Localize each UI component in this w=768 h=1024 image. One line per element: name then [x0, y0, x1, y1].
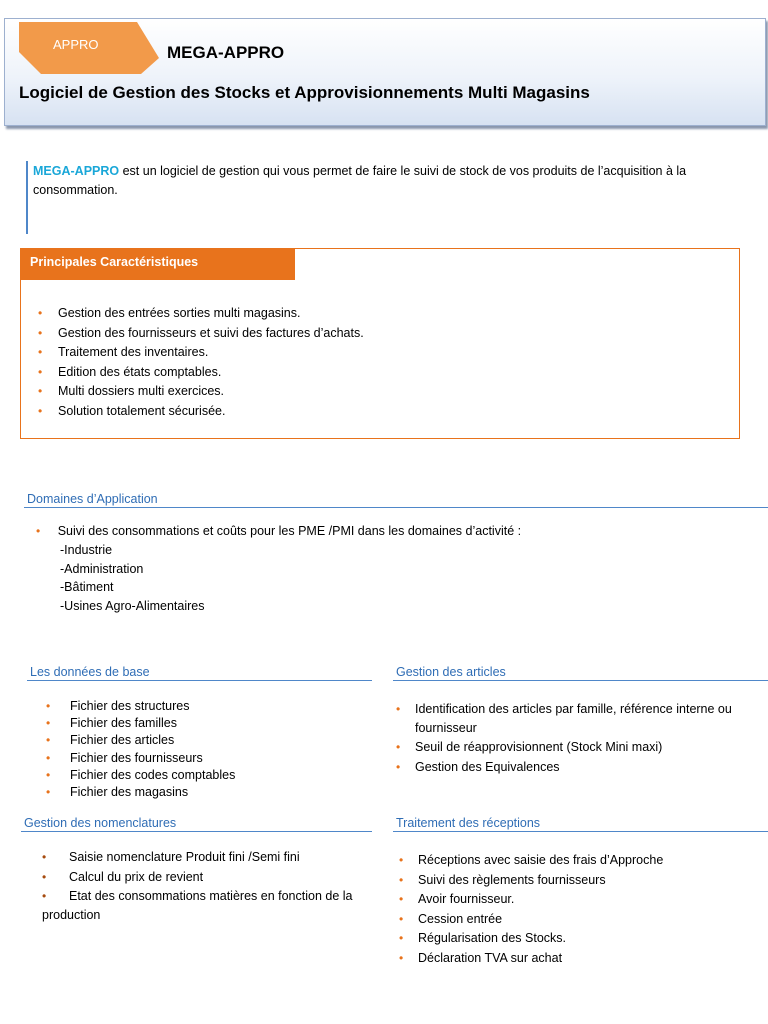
- bullet-icon: •: [36, 524, 41, 538]
- articles-list: [396, 700, 732, 776]
- intro-paragraph: [33, 162, 733, 200]
- bullet-icon: •: [42, 850, 47, 864]
- bullet-icon: •: [38, 325, 43, 340]
- bullet-icon: •: [399, 872, 404, 887]
- list-item: • Avoir fournisseur.: [399, 890, 663, 910]
- page-header: [4, 18, 766, 126]
- list-item: • Fichier des fournisseurs: [46, 750, 235, 767]
- bullet-icon: •: [399, 931, 404, 945]
- bullet-icon: •: [46, 733, 51, 748]
- bullet-icon: •: [396, 740, 401, 754]
- section-title-nomenclatures: Gestion des nomenclatures: [21, 816, 372, 832]
- domaines-lead: • Suivi des consommations et coûts pour les PME /PMI dans les domaines d’activité :: [36, 524, 522, 538]
- bullet-icon: •: [38, 306, 43, 320]
- bullet-icon: •: [399, 950, 404, 965]
- list-item: • Suivi des règlements fournisseurs: [399, 871, 663, 891]
- bullet-icon: •: [399, 911, 404, 926]
- donnees-list: [46, 698, 235, 801]
- list-item: • Gestion des entrées sorties multi magasins.: [38, 304, 364, 324]
- bullet-icon: •: [46, 716, 51, 731]
- receptions-list: [399, 851, 663, 968]
- appro-badge: APPRO: [53, 37, 99, 52]
- list-item: -Industrie: [60, 543, 113, 557]
- list-item: • Fichier des magasins: [46, 784, 235, 801]
- list-item: • Fichier des articles: [46, 732, 235, 749]
- page-subtitle: Logiciel de Gestion des Stocks et Approvisionnements Multi Magasins: [19, 83, 590, 102]
- bullet-icon: •: [46, 750, 51, 765]
- list-item: • Solution totalement sécurisée.: [38, 402, 364, 422]
- list-item: • Multi dossiers multi exercices.: [38, 382, 364, 402]
- intro-accent-bar: [26, 161, 28, 234]
- list-item: • Seuil de réapprovisionnent (Stock Mini maxi): [396, 738, 732, 757]
- brand-title: MEGA-APPRO: [167, 43, 285, 62]
- list-item: • Fichier des familles: [46, 715, 235, 732]
- list-item: • Déclaration TVA sur achat: [399, 949, 663, 969]
- nomenclatures-list: [42, 848, 382, 924]
- section-title-articles: Gestion des articles: [393, 665, 768, 681]
- list-item: • Saisie nomenclature Produit fini /Semi fini: [42, 848, 382, 867]
- list-item: • Réceptions avec saisie des frais d’Approche: [399, 851, 663, 871]
- bullet-icon: •: [46, 699, 51, 713]
- features-box: [20, 248, 740, 439]
- bullet-icon: •: [38, 345, 43, 360]
- list-item: -Usines Agro-Alimentaires: [60, 598, 205, 613]
- list-item: • Edition des états comptables.: [38, 363, 364, 383]
- list-item: • Fichier des codes comptables: [46, 767, 235, 784]
- list-item: • Identification des articles par famille, référence interne ou fournisseur: [396, 702, 732, 735]
- intro-text: est un logiciel de gestion qui vous permet de faire le suivi de stock de vos produits de l’acquisition à la consommation.: [33, 164, 687, 197]
- bullet-icon: •: [396, 759, 401, 774]
- bullet-icon: •: [399, 892, 404, 906]
- section-title-donnees: Les données de base: [27, 665, 372, 681]
- list-item: • Gestion des Equivalences: [396, 758, 732, 777]
- list-item: • Etat des consommations matières en fonction de la production: [42, 889, 353, 922]
- list-item: -Bâtiment: [60, 580, 114, 594]
- list-item: -Administration: [60, 561, 144, 576]
- bullet-icon: •: [46, 767, 51, 782]
- list-item: • Fichier des structures: [46, 698, 235, 715]
- intro-highlight: MEGA-APPRO: [33, 164, 120, 178]
- bullet-icon: •: [399, 853, 404, 867]
- bullet-icon: •: [38, 403, 43, 418]
- list-item: • Régularisation des Stocks.: [399, 929, 663, 949]
- features-title: Principales Caractéristiques: [21, 249, 295, 280]
- bullet-icon: •: [42, 889, 47, 903]
- bullet-icon: •: [46, 785, 51, 800]
- section-title-domaines: Domaines d’Application: [24, 492, 768, 508]
- list-item: • Calcul du prix de revient: [42, 868, 382, 887]
- bullet-icon: •: [396, 702, 401, 716]
- list-item: • Gestion des fournisseurs et suivi des factures d’achats.: [38, 324, 364, 344]
- bullet-icon: •: [42, 869, 47, 884]
- domaines-lines: [60, 541, 205, 615]
- list-item: • Traitement des inventaires.: [38, 343, 364, 363]
- list-item: • Cession entrée: [399, 910, 663, 930]
- bullet-icon: •: [38, 364, 43, 379]
- section-title-receptions: Traitement des réceptions: [393, 816, 768, 832]
- bullet-icon: •: [38, 384, 43, 399]
- features-list: [38, 304, 364, 422]
